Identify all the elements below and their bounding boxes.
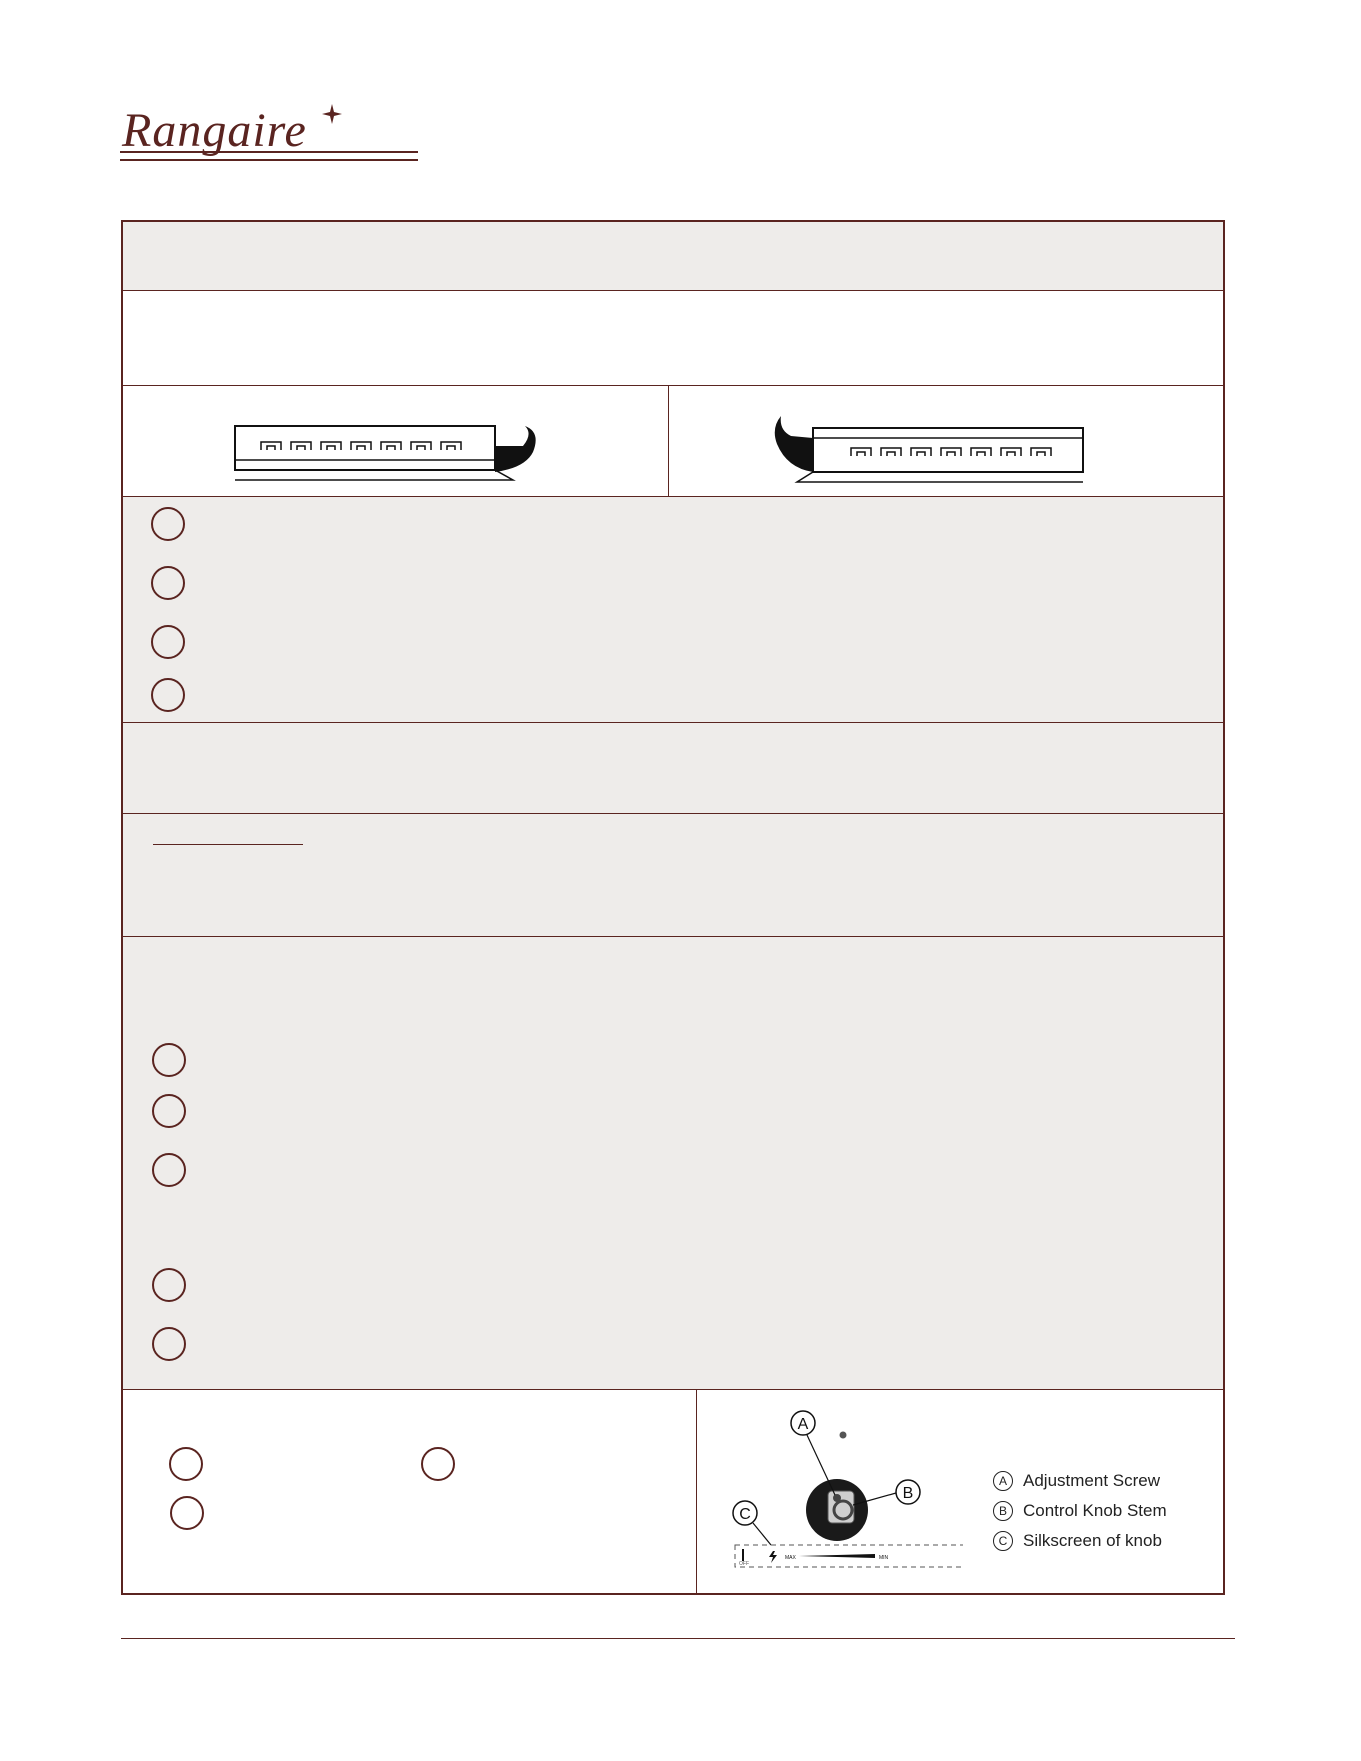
legend-item-b — [993, 1496, 1167, 1526]
legend-badge: B — [993, 1501, 1013, 1521]
header-band — [123, 222, 1223, 291]
legend-item-c — [993, 1526, 1167, 1556]
step-marker — [152, 1327, 186, 1361]
rangaire-logo — [118, 100, 428, 170]
legend-text: Control Knob Stem — [1023, 1501, 1167, 1520]
step-marker — [152, 1153, 186, 1187]
svg-text:Rangaire: Rangaire — [122, 104, 307, 157]
heading-band — [123, 814, 1223, 937]
step-marker — [151, 566, 185, 600]
svg-text:A: A — [797, 1416, 809, 1433]
option-marker — [170, 1496, 204, 1530]
step-marker — [152, 1268, 186, 1302]
seal-illustration-band — [123, 386, 1223, 497]
legend-item-a — [993, 1466, 1167, 1496]
silkscreen-off-label: OFF — [739, 1561, 749, 1567]
legend-text: Silkscreen of knob — [1023, 1531, 1162, 1550]
footer-divider — [121, 1638, 1235, 1639]
step-marker — [151, 678, 185, 712]
knob-legend — [993, 1466, 1167, 1556]
step-marker — [151, 625, 185, 659]
svg-text:B: B — [902, 1485, 914, 1502]
note-band — [123, 723, 1223, 814]
instruction-frame — [121, 220, 1225, 1595]
seal-right-illustration — [773, 414, 1093, 486]
seal-left-illustration — [233, 424, 553, 484]
intro-band — [123, 291, 1223, 386]
heading-underline — [153, 844, 303, 845]
step-marker — [151, 507, 185, 541]
option-marker — [421, 1447, 455, 1481]
silkscreen-min-label: MIN — [879, 1555, 889, 1561]
steps-band-2 — [123, 937, 1223, 1390]
bottom-band — [123, 1390, 1223, 1595]
step-marker — [152, 1094, 186, 1128]
svg-text:C: C — [739, 1506, 751, 1523]
legend-badge: A — [993, 1471, 1013, 1491]
legend-badge: C — [993, 1531, 1013, 1551]
silkscreen-max-label: MAX — [785, 1555, 796, 1561]
option-marker — [169, 1447, 203, 1481]
step-marker — [152, 1043, 186, 1077]
steps-band-1 — [123, 497, 1223, 723]
legend-text: Adjustment Screw — [1023, 1471, 1160, 1490]
control-knob-diagram — [703, 1395, 963, 1585]
